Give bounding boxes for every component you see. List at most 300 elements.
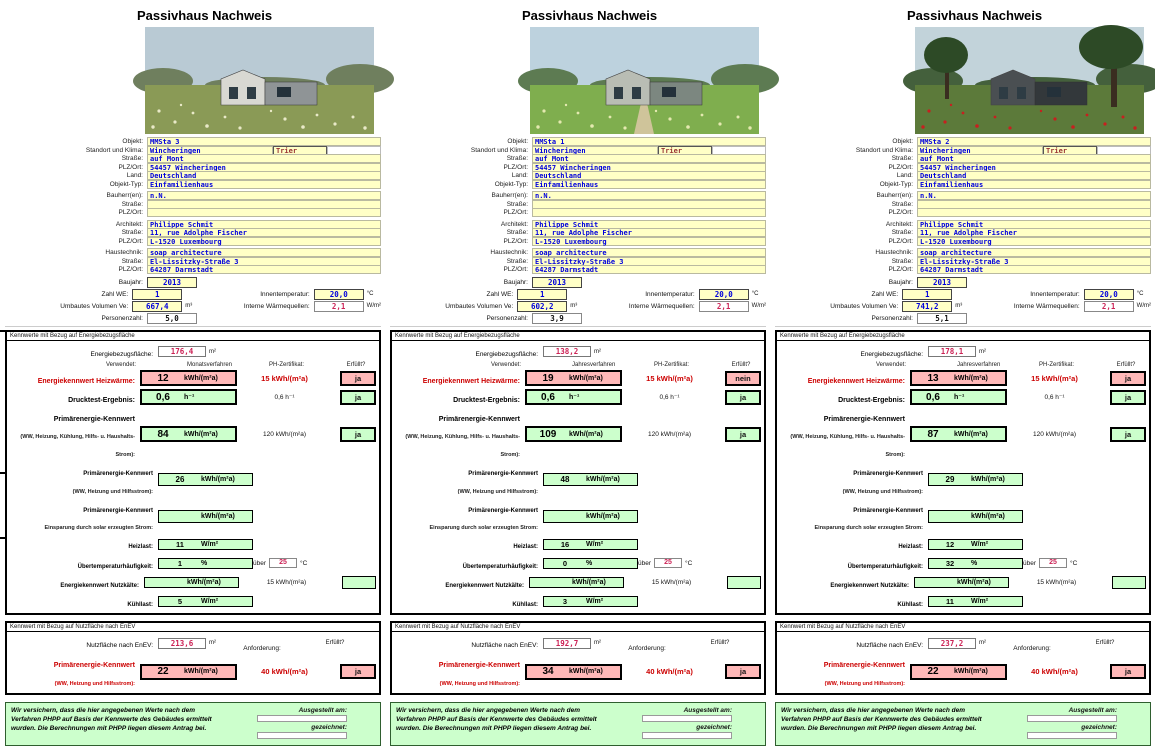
erfuellt-nutzkaelte — [727, 576, 761, 589]
label-objekt: Objekt: — [507, 138, 528, 145]
label-plz-ort: PLZ/Ort: — [503, 163, 528, 171]
enev-section-header: Kennwert mit Bezug auf Nutzfläche nach EnEV — [7, 623, 379, 632]
metric-row-pe-solar — [780, 499, 1146, 534]
pe-enev-value: 22 — [157, 666, 169, 677]
limit-drucktest: 0,6 h⁻¹ — [659, 394, 680, 402]
unit-w-m2: W/m² — [366, 303, 381, 309]
metric-sublabel: (WW, Heizung und Hilfsstrom): — [72, 488, 153, 495]
label-baujahr: Baujahr: — [118, 278, 143, 286]
label-zahl-we: Zahl WE: — [871, 290, 899, 298]
unit-kwh-m2a: kWh/(m²a) — [184, 430, 218, 438]
metric-label: Primärenergie-Kennwert — [53, 661, 135, 669]
metric-label: Primärenergie-Kennwert — [468, 507, 538, 514]
limit-nutzkaelte: 15 kWh/(m²a) — [651, 578, 692, 586]
architekt-field[interactable]: Philippe Schmit — [147, 220, 381, 229]
label-strasse: Straße: — [506, 155, 528, 162]
ausgestellt-am-field[interactable] — [642, 715, 732, 722]
erfuellt-heizwaerme: ja — [1110, 371, 1146, 386]
nutzflaeche-field[interactable]: 192,7 — [543, 638, 591, 649]
metric-sublabel: (WW, Heizung und Hilfsstrom): — [54, 680, 135, 687]
unit-deg-c: °C — [685, 559, 693, 567]
unit-kwh-m2a: kWh/(m²a) — [201, 512, 235, 520]
limit-pe: 120 kWh/(m²a) — [648, 430, 691, 438]
label-standort: Standort und Klima: — [85, 146, 143, 154]
personenzahl-field[interactable]: 3,9 — [532, 313, 582, 324]
unit-kwh-m2a: kWh/(m²a) — [971, 512, 1005, 520]
label-ausgestellt-am: Ausgestellt am: — [683, 707, 732, 715]
metric-sublabel: (WW, Heizung und Hilfsstrom): — [439, 680, 520, 687]
label-land: Land: — [511, 172, 528, 179]
uebertemp-grenze-field[interactable]: 25 — [269, 558, 297, 568]
metric-row-drucktest — [780, 389, 1146, 407]
haustechnik-plz-field[interactable]: 64287 Darmstadt — [147, 265, 381, 274]
header-verfahren: Jahresverfahren — [572, 361, 616, 368]
personenzahl-field[interactable]: 5,1 — [917, 313, 967, 324]
header-verfahren: Jahresverfahren — [957, 361, 1001, 368]
header-erfuellt: Erfüllt? — [346, 361, 366, 368]
metric-label: Energiekennwert Nutzkälte: — [445, 582, 524, 589]
architekt-strasse-field[interactable]: 11, rue Adolphe Fischer — [147, 228, 381, 237]
architekt-plz-field[interactable]: L-1520 Luxembourg — [147, 237, 381, 246]
interne-waermequellen-field[interactable]: 2,1 — [314, 301, 364, 312]
metric-label: Kühllast: — [127, 601, 153, 608]
strasse-field[interactable]: auf Mont — [532, 154, 766, 163]
uebertemp-grenze-field[interactable]: 25 — [1039, 558, 1067, 568]
label-ueber: über — [1023, 559, 1037, 567]
pe-ww-cell — [928, 473, 1023, 486]
unit-w-m2: W/m² — [971, 540, 989, 548]
erfuellt-heizwaerme: nein — [725, 371, 761, 386]
unit-kwh-m2a: kWh/(m²a) — [184, 374, 218, 382]
label-strasse: Straße: — [121, 200, 143, 208]
erfuellt-pe: ja — [340, 427, 376, 442]
metric-sublabel: (WW, Heizung, Kühlung, Hilfs- u. Haushalts-Strom): — [405, 434, 520, 458]
label-personenzahl: Personenzahl: — [486, 314, 528, 322]
label-umbautes-volumen: Umbautes Volumen Ve: — [60, 302, 129, 310]
metric-row-pe-gesamt — [395, 408, 761, 461]
label-strasse: Straße: — [891, 257, 913, 265]
label-plz-ort: PLZ/Ort: — [888, 237, 913, 245]
uebertemp-limit-group — [1023, 558, 1077, 568]
heizwaerme-value: 19 — [542, 372, 554, 384]
metric-label: Übertemperaturhäufigkeit: — [462, 563, 538, 570]
header-anforderung: Anforderung: — [1013, 644, 1051, 652]
metric-row-heizlast — [780, 535, 1146, 553]
drucktest-cell — [525, 389, 622, 405]
architekt-plz-field[interactable]: L-1520 Luxembourg — [532, 237, 766, 246]
label-plz-ort: PLZ/Ort: — [118, 266, 143, 273]
land-field[interactable]: Deutschland — [917, 171, 1151, 180]
metric-row-pe-enev — [395, 654, 761, 689]
pe-ww-value: 48 — [560, 475, 570, 485]
architekt-field[interactable]: Philippe Schmit — [917, 220, 1151, 229]
pe-gesamt-value: 109 — [539, 428, 557, 440]
page-title: Passivhaus Nachweis — [907, 8, 1043, 23]
unit-m2: m² — [979, 640, 986, 647]
label-baujahr: Baujahr: — [503, 278, 528, 286]
unit-percent: % — [971, 559, 978, 567]
heizlast-cell — [928, 539, 1023, 550]
label-zahl-we: Zahl WE: — [486, 290, 514, 298]
baujahr-field[interactable]: 2013 — [147, 277, 197, 288]
umbautes-volumen-field[interactable]: 741,2 — [902, 301, 952, 312]
label-objekt: Objekt: — [122, 138, 143, 145]
metric-row-uebertemp — [395, 555, 761, 573]
erfuellt-enev: ja — [340, 664, 376, 679]
label-personenzahl: Personenzahl: — [101, 314, 143, 322]
header-verwendet: Verwendet: — [875, 361, 906, 368]
label-gezeichnet: gezeichnet: — [696, 724, 732, 732]
bauherr-field[interactable]: n.N. — [532, 191, 766, 200]
uebertemp-limit-group — [253, 558, 307, 568]
objekt-field[interactable]: MMSta 3 — [147, 137, 381, 146]
window — [614, 87, 623, 99]
metric-label: Primärenergie-Kennwert — [53, 415, 135, 423]
label-nutzflaeche: Nutzfläche nach EnEV: — [86, 642, 153, 650]
zahl-we-field[interactable]: 1 — [517, 289, 567, 300]
metric-row-heizwaerme — [395, 370, 761, 388]
metric-sublabel: Einsparung durch solar erzeugten Strom: — [814, 525, 923, 532]
haustechnik-strasse-field[interactable]: El-Lissitzky-Straße 3 — [147, 257, 381, 266]
passivhaus-panel — [390, 2, 766, 746]
haustechnik-strasse-field[interactable]: El-Lissitzky-Straße 3 — [532, 257, 766, 266]
header-erfuellt: Erfüllt? — [325, 640, 345, 647]
uebertemp-grenze-field[interactable]: 25 — [654, 558, 682, 568]
building-data-group — [390, 277, 766, 323]
klima-field[interactable]: Trier — [658, 146, 712, 155]
divider — [775, 326, 1151, 327]
label-bauherr: Bauherr(en): — [106, 192, 143, 199]
baujahr-field[interactable]: 2013 — [917, 277, 967, 288]
energiebezugsflaeche-field[interactable]: 138,2 — [543, 346, 591, 357]
metric-row-pe-gesamt — [780, 408, 1146, 461]
metric-row-pe-enev — [10, 654, 376, 689]
energy-section — [775, 330, 1151, 615]
bauherr-plz-field[interactable] — [532, 208, 766, 217]
heizwaerme-cell — [525, 370, 622, 386]
header-erfuellt: Erfüllt? — [1116, 361, 1136, 368]
klima-field[interactable]: Trier — [273, 146, 327, 155]
gezeichnet-field[interactable] — [257, 732, 347, 739]
unit-deg-c: °C — [366, 291, 374, 297]
architekt-strasse-field[interactable]: 11, rue Adolphe Fischer — [532, 228, 766, 237]
heizlast-cell — [543, 539, 638, 550]
label-plz-ort: PLZ/Ort: — [118, 237, 143, 245]
baujahr-field[interactable]: 2013 — [532, 277, 582, 288]
label-gezeichnet: gezeichnet: — [1081, 724, 1117, 732]
haustechnik-plz-field[interactable]: 64287 Darmstadt — [917, 265, 1151, 274]
limit-enev: 40 kWh/(m²a) — [261, 667, 308, 676]
label-energiebezugsflaeche: Energiebezugsfläche: — [475, 351, 538, 358]
metric-label: Primärenergie-Kennwert — [823, 415, 905, 423]
window — [662, 87, 676, 97]
architekt-plz-field[interactable]: L-1520 Luxembourg — [917, 237, 1151, 246]
bauherr-field[interactable]: n.N. — [917, 191, 1151, 200]
unit-m3: m³ — [185, 303, 193, 309]
declaration-text: Wir versichern, dass die hier angegebenen Werte nach dem Verfahren PHPP auf Basis der Kennwerte des Gebäudes ermittelt wurden. Die Berechnungen mit PHPP liegen diesem Antrag bei. — [396, 707, 597, 732]
kuehllast-value: 11 — [946, 597, 954, 607]
heizlast-cell — [158, 539, 253, 550]
drucktest-value: 0,6 — [926, 391, 940, 403]
pe-ww-cell — [543, 473, 638, 486]
kuehllast-cell — [543, 596, 638, 607]
enev-section — [5, 621, 381, 695]
metric-row-uebertemp — [780, 555, 1146, 573]
erfuellt-enev: ja — [725, 664, 761, 679]
label-plz-ort: PLZ/Ort: — [118, 163, 143, 171]
standort-field[interactable]: Wincheringen — [532, 146, 658, 155]
pe-enev-value: 22 — [927, 666, 939, 677]
limit-drucktest: 0,6 h⁻¹ — [274, 394, 295, 402]
window — [247, 87, 256, 99]
gezeichnet-field[interactable] — [1027, 732, 1117, 739]
heizwaerme-value: 13 — [927, 372, 939, 384]
metric-label: Primärenergie-Kennwert — [853, 471, 923, 478]
haustechnik-field[interactable]: soap architecture — [917, 248, 1151, 257]
innentemperatur-field[interactable]: 20,0 — [314, 289, 364, 300]
nutzkaelte-cell — [144, 577, 239, 588]
plz-ort-field[interactable]: 54457 Wincheringen — [147, 163, 381, 172]
metric-label: Übertemperaturhäufigkeit: — [847, 563, 923, 570]
ausgestellt-am-field[interactable] — [1027, 715, 1117, 722]
gezeichnet-field[interactable] — [642, 732, 732, 739]
bauherr-field[interactable]: n.N. — [147, 191, 381, 200]
label-plz-ort: PLZ/Ort: — [888, 163, 913, 171]
label-bauherr: Bauherr(en): — [876, 192, 913, 199]
umbautes-volumen-field[interactable]: 602,2 — [517, 301, 567, 312]
objekt-field[interactable]: MMSta 1 — [532, 137, 766, 146]
label-ueber: über — [253, 559, 267, 567]
objekt-field[interactable]: MMSta 2 — [917, 137, 1151, 146]
divider — [390, 326, 766, 327]
window — [1017, 87, 1026, 99]
metric-row-pe-solar — [395, 499, 761, 534]
header-ph-zertifikat: PH-Zertifikat: — [268, 361, 304, 368]
drucktest-value: 0,6 — [541, 391, 555, 403]
land-field[interactable]: Deutschland — [532, 171, 766, 180]
metric-row-heizlast — [10, 535, 376, 553]
label-haustechnik: Haustechnik: — [490, 249, 528, 256]
heizlast-value: 12 — [945, 539, 955, 549]
innentemperatur-field[interactable]: 20,0 — [1084, 289, 1134, 300]
metric-label: Heizlast: — [513, 544, 538, 551]
objekt-typ-field[interactable]: Einfamilienhaus — [147, 180, 381, 189]
metric-label: Primärenergie-Kennwert — [83, 471, 153, 478]
klima-field[interactable]: Trier — [1043, 146, 1097, 155]
nutzflaeche-field[interactable]: 237,2 — [928, 638, 976, 649]
metric-sublabel: Einsparung durch solar erzeugten Strom: — [429, 525, 538, 532]
kuehllast-cell — [158, 596, 253, 607]
heizwaerme-cell — [140, 370, 237, 386]
object-form — [775, 138, 1151, 273]
project-photo — [530, 27, 759, 134]
architekt-field[interactable]: Philippe Schmit — [532, 220, 766, 229]
land-field[interactable]: Deutschland — [147, 171, 381, 180]
kuehllast-value: 3 — [562, 597, 568, 607]
metric-sublabel: (WW, Heizung und Hilfsstrom): — [842, 488, 923, 495]
metric-label: Energiekennwert Nutzkälte: — [60, 582, 139, 589]
label-objekt-typ: Objekt-Typ: — [494, 180, 528, 188]
limit-heizwaerme: 15 kWh/(m²a) — [646, 373, 693, 383]
metric-row-heizwaerme — [10, 370, 376, 388]
metric-row-nutzkaelte — [395, 574, 761, 592]
unit-w-m2: W/m² — [201, 540, 219, 548]
metric-label: Heizlast: — [898, 544, 923, 551]
unit-kwh-m2a: kWh/(m²a) — [954, 668, 988, 675]
zahl-we-field[interactable]: 1 — [902, 289, 952, 300]
label-architekt: Architekt: — [500, 220, 528, 228]
label-ausgestellt-am: Ausgestellt am: — [1068, 707, 1117, 715]
metric-row-kuehllast — [780, 593, 1146, 611]
header-anforderung: Anforderung: — [628, 644, 666, 652]
plz-ort-field[interactable]: 54457 Wincheringen — [917, 163, 1151, 172]
divider — [5, 326, 381, 327]
unit-kwh-m2a: kWh/(m²a) — [954, 374, 988, 382]
column-headers — [10, 362, 376, 368]
unit-kwh-m2a: kWh/(m²a) — [957, 578, 991, 586]
uebertemp-cell — [928, 558, 1023, 569]
limit-pe: 120 kWh/(m²a) — [263, 430, 306, 438]
pe-solar-cell — [543, 510, 638, 523]
metric-row-pe-solar — [10, 499, 376, 534]
standort-field[interactable]: Wincheringen — [917, 146, 1043, 155]
energy-section — [5, 330, 381, 615]
haustechnik-field[interactable]: soap architecture — [532, 248, 766, 257]
energiebezugsflaeche-field[interactable]: 176,4 — [158, 346, 206, 357]
unit-w-m2: W/m² — [751, 303, 766, 309]
haustechnik-plz-field[interactable]: 64287 Darmstadt — [532, 265, 766, 274]
header-erfuellt: Erfüllt? — [1095, 640, 1115, 647]
unit-kwh-m2a: kWh/(m²a) — [569, 374, 603, 382]
erfuellt-heizwaerme: ja — [340, 371, 376, 386]
label-plz-ort: PLZ/Ort: — [503, 209, 528, 216]
heizwaerme-value: 12 — [157, 372, 169, 384]
metric-label: Energiekennwert Heizwärme: — [37, 377, 135, 385]
unit-kwh-m2a: kWh/(m²a) — [586, 512, 620, 520]
metric-row-heizlast — [395, 535, 761, 553]
erfuellt-nutzkaelte — [342, 576, 376, 589]
header-anforderung: Anforderung: — [243, 644, 281, 652]
label-strasse: Straße: — [506, 229, 528, 236]
plz-ort-field[interactable]: 54457 Wincheringen — [532, 163, 766, 172]
label-standort: Standort und Klima: — [855, 146, 913, 154]
nutzkaelte-cell — [529, 577, 624, 588]
innentemperatur-field[interactable]: 20,0 — [699, 289, 749, 300]
metric-label: Energiekennwert Heizwärme: — [422, 377, 520, 385]
project-photo — [915, 27, 1144, 134]
label-strasse: Straße: — [506, 257, 528, 265]
unit-m2: m² — [594, 640, 601, 647]
label-strasse: Straße: — [891, 229, 913, 236]
objekt-typ-field[interactable]: Einfamilienhaus — [532, 180, 766, 189]
pe-ww-value: 29 — [945, 475, 955, 485]
erfuellt-nutzkaelte — [1112, 576, 1146, 589]
label-plz-ort: PLZ/Ort: — [503, 237, 528, 245]
object-form — [5, 138, 381, 273]
unit-deg-c: °C — [300, 559, 308, 567]
energiebezugsflaeche-field[interactable]: 178,1 — [928, 346, 976, 357]
metric-label: Primärenergie-Kennwert — [438, 415, 520, 423]
personenzahl-field[interactable]: 5,0 — [147, 313, 197, 324]
unit-kwh-m2a: kWh/(m²a) — [954, 430, 988, 438]
unit-kwh-m2a: kWh/(m²a) — [569, 668, 603, 675]
unit-kwh-m2a: kWh/(m²a) — [201, 476, 235, 484]
uebertemp-cell — [158, 558, 253, 569]
metric-label: Kühllast: — [512, 601, 538, 608]
pe-gesamt-cell — [525, 426, 622, 442]
standort-field[interactable]: Wincheringen — [147, 146, 273, 155]
metric-label: Übertemperaturhäufigkeit: — [77, 563, 153, 570]
label-strasse: Straße: — [121, 155, 143, 162]
interne-waermequellen-field[interactable]: 2,1 — [1084, 301, 1134, 312]
limit-enev: 40 kWh/(m²a) — [646, 667, 693, 676]
label-innentemperatur: Innentemperatur: — [260, 290, 310, 298]
unit-m2: m² — [594, 348, 601, 355]
unit-kwh-m2a: kWh/(m²a) — [586, 476, 620, 484]
label-ueber: über — [638, 559, 652, 567]
label-bauherr: Bauherr(en): — [491, 192, 528, 199]
uebertemp-value: 1 — [177, 558, 183, 568]
strasse-field[interactable]: auf Mont — [147, 154, 381, 163]
label-umbautes-volumen: Umbautes Volumen Ve: — [445, 302, 514, 310]
strasse-field[interactable]: auf Mont — [917, 154, 1151, 163]
metric-row-pe-ww — [10, 462, 376, 497]
bauherr-plz-field[interactable] — [147, 208, 381, 217]
enev-section — [775, 621, 1151, 695]
metric-row-nutzkaelte — [10, 574, 376, 592]
metric-row-kuehllast — [395, 593, 761, 611]
unit-m3: m³ — [570, 303, 578, 309]
architekt-strasse-field[interactable]: 11, rue Adolphe Fischer — [917, 228, 1151, 237]
haustechnik-field[interactable]: soap architecture — [147, 248, 381, 257]
metric-row-drucktest — [10, 389, 376, 407]
erfuellt-pe: ja — [725, 427, 761, 442]
header-verwendet: Verwendet: — [105, 361, 136, 368]
zahl-we-field[interactable]: 1 — [132, 289, 182, 300]
limit-nutzkaelte: 15 kWh/(m²a) — [1036, 578, 1077, 586]
limit-nutzkaelte: 15 kWh/(m²a) — [266, 578, 307, 586]
haustechnik-strasse-field[interactable]: El-Lissitzky-Straße 3 — [917, 257, 1151, 266]
interne-waermequellen-field[interactable]: 2,1 — [699, 301, 749, 312]
window — [277, 87, 291, 97]
label-gezeichnet: gezeichnet: — [311, 724, 347, 732]
nutzflaeche-field[interactable]: 213,6 — [158, 638, 206, 649]
label-interne-waermequellen: Interne Wärmequellen: — [1013, 302, 1080, 310]
window — [229, 87, 238, 99]
label-haustechnik: Haustechnik: — [875, 249, 913, 256]
object-form — [390, 138, 766, 273]
bauherr-plz-field[interactable] — [917, 208, 1151, 217]
label-plz-ort: PLZ/Ort: — [888, 266, 913, 273]
limit-drucktest: 0,6 h⁻¹ — [1044, 394, 1065, 402]
heizwaerme-cell — [910, 370, 1007, 386]
metric-label: Primärenergie-Kennwert — [468, 471, 538, 478]
unit-m2: m² — [209, 348, 216, 355]
energy-section-header: Kennwerte mit Bezug auf Energiebezugsfläche — [777, 332, 1149, 341]
metric-row-heizwaerme — [780, 370, 1146, 388]
metric-row-uebertemp — [10, 555, 376, 573]
ausgestellt-am-field[interactable] — [257, 715, 347, 722]
label-standort: Standort und Klima: — [470, 146, 528, 154]
label-architekt: Architekt: — [115, 220, 143, 228]
declaration-text: Wir versichern, dass die hier angegebenen Werte nach dem Verfahren PHPP auf Basis der Kennwerte des Gebäudes ermittelt wurden. Die Berechnungen mit PHPP liegen diesem Antrag bei. — [11, 707, 212, 732]
objekt-typ-field[interactable]: Einfamilienhaus — [917, 180, 1151, 189]
erfuellt-drucktest: ja — [725, 390, 761, 405]
project-photo — [145, 27, 374, 134]
pe-ww-cell — [158, 473, 253, 486]
metric-sublabel: (WW, Heizung und Hilfsstrom): — [824, 680, 905, 687]
umbautes-volumen-field[interactable]: 667,4 — [132, 301, 182, 312]
